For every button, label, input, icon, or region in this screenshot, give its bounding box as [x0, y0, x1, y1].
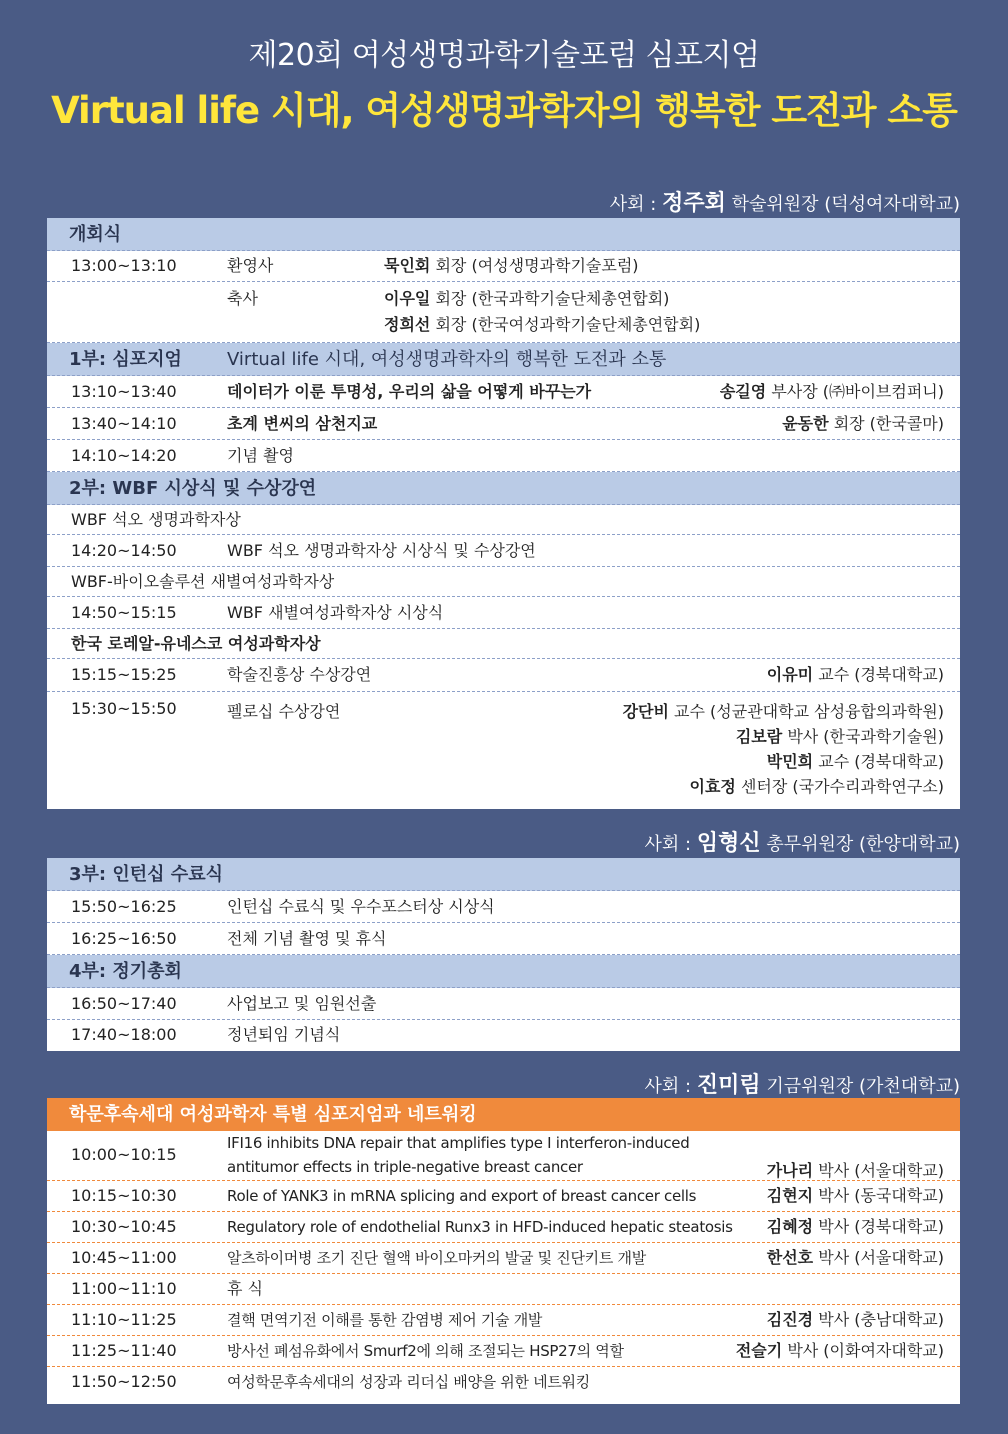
item-cell: 학술진흥상 수상강연 [227, 665, 372, 684]
speaker-cell: 김혜정 박사 (경북대학교) [766, 1217, 944, 1236]
event-subtitle: Virtual life 시대, 여성생명과학자의 행복한 도전과 소통 [51, 89, 957, 132]
moderator-name: 정주회 [662, 191, 726, 216]
item-cell: 사업보고 및 임원선출 [227, 994, 377, 1013]
speaker-cell: 윤동한 회장 (한국콜마) [782, 414, 944, 433]
item-cell: 환영사 [227, 256, 274, 275]
time-cell: 15:30~15:50 [71, 699, 177, 718]
table-row [47, 1274, 960, 1305]
item-cell: 정년퇴임 기념식 [227, 1025, 341, 1044]
moderator-role: 학술위원장 (덕성여자대학교) [731, 194, 960, 215]
item-cell: 기념 촬영 [227, 446, 294, 465]
item-cell: 인턴십 수료식 및 우수포스터상 시상식 [227, 897, 495, 916]
table-row [47, 408, 960, 440]
time-cell: 15:50~16:25 [71, 897, 177, 916]
time-cell: 16:25~16:50 [71, 929, 177, 948]
table-row [47, 376, 960, 408]
moderator-label: 사회 : [609, 194, 657, 215]
item-cell: 축사 [227, 289, 258, 308]
moderator-role: 총무위원장 (한양대학교) [766, 834, 960, 855]
item-cell: 방사선 폐섬유화에서 Smurf2에 의해 조절되는 HSP27의 역할 [227, 1342, 624, 1360]
table-row [47, 988, 960, 1020]
table-row [47, 1020, 960, 1051]
time-cell: 10:00~10:15 [71, 1145, 177, 1164]
section-header-special: 학문후속세대 여성과학자 특별 심포지엄과 네트워킹 [47, 1098, 960, 1131]
item-cell: 알츠하이머병 조기 진단 혈액 바이오마커의 발굴 및 진단키트 개발 [227, 1249, 646, 1267]
time-cell: 16:50~17:40 [71, 994, 177, 1013]
table-row [47, 251, 960, 282]
table-row [47, 923, 960, 955]
table-row [47, 535, 960, 567]
award-row [47, 629, 960, 659]
time-cell: 10:15~10:30 [71, 1186, 177, 1205]
speaker-cell: 강단비 교수 (성균관대학교 삼성융합의과학원) [622, 702, 944, 721]
speaker-cell: 전슬기 박사 (이화여자대학교) [735, 1341, 944, 1360]
program-box-1 [47, 218, 960, 809]
table-row [47, 440, 960, 472]
time-cell: 11:50~12:50 [71, 1372, 177, 1391]
section-title: 1부: 심포지엄 [69, 349, 182, 370]
table-row [47, 1212, 960, 1243]
time-cell: 11:10~11:25 [71, 1310, 177, 1329]
table-row [47, 1243, 960, 1274]
time-cell: 10:30~10:45 [71, 1217, 177, 1236]
speaker-cell: 정희선 회장 (한국여성과학기술단체총연합회) [384, 315, 701, 334]
speaker-cell: 이효정 센터장 (국가수리과학연구소) [689, 777, 944, 796]
item-cell: 휴 식 [227, 1279, 263, 1298]
speaker-cell: 묵인회 회장 (여성생명과학기술포럼) [384, 256, 639, 275]
speaker-cell: 송길영 부사장 (㈜바이브컴퍼니) [719, 382, 944, 401]
time-cell: 14:10~14:20 [71, 446, 177, 465]
table-row [47, 1336, 960, 1367]
item-cell: 데이터가 이룬 투명성, 우리의 삶을 어떻게 바꾸는가 [227, 382, 592, 401]
table-row [47, 692, 960, 802]
moderator-role: 기금위원장 (가천대학교) [766, 1076, 960, 1097]
award-title: WBF-바이오솔루션 새별여성과학자상 [71, 572, 335, 591]
item-cell: 여성학문후속세대의 성장과 리더십 배양을 위한 네트워킹 [227, 1373, 590, 1391]
program-box-3 [47, 1098, 960, 1404]
item-cell: 펠로십 수상강연 [227, 702, 341, 721]
table-row [47, 1181, 960, 1212]
time-cell: 11:00~11:10 [71, 1279, 177, 1298]
award-title: 한국 로레알-유네스코 여성과학자상 [71, 634, 321, 653]
item-cell: antitumor effects in triple-negative breast cancer [227, 1158, 583, 1176]
item-cell: Regulatory role of endothelial Runx3 in HFD-induced hepatic steatosis [227, 1218, 733, 1236]
time-cell: 10:45~11:00 [71, 1248, 177, 1267]
award-row [47, 505, 960, 535]
table-row [47, 891, 960, 923]
moderator-2 [645, 826, 960, 857]
table-row [47, 1305, 960, 1336]
table-row [47, 659, 960, 692]
item-cell: 전체 기념 촬영 및 휴식 [227, 929, 387, 948]
time-cell: 13:40~14:10 [71, 414, 177, 433]
speaker-cell: 김진경 박사 (충남대학교) [766, 1310, 944, 1329]
time-cell: 13:10~13:40 [71, 382, 177, 401]
item-cell: 초계 변씨의 삼천지교 [227, 414, 378, 433]
time-cell: 17:40~18:00 [71, 1025, 177, 1044]
time-cell: 13:00~13:10 [71, 256, 177, 275]
speaker-cell: 김보람 박사 (한국과학기술원) [735, 727, 944, 746]
section-header-part2: 2부: WBF 시상식 및 수상강연 [47, 472, 960, 505]
event-title: 제20회 여성생명과학기술포럼 심포지엄 [248, 38, 760, 73]
section-header-opening: 개회식 [47, 218, 960, 251]
item-cell: WBF 새별여성과학자상 시상식 [227, 603, 444, 622]
time-cell: 15:15~15:25 [71, 665, 177, 684]
program-box-2 [47, 858, 960, 1051]
moderator-label: 사회 : [644, 1076, 692, 1097]
section-theme: Virtual life 시대, 여성생명과학자의 행복한 도전과 소통 [227, 349, 667, 370]
section-header-part1 [47, 343, 960, 376]
speaker-cell: 이유미 교수 (경북대학교) [766, 665, 944, 684]
award-row [47, 567, 960, 597]
speaker-cell: 이우일 회장 (한국과학기술단체총연합회) [384, 289, 670, 308]
speaker-cell: 한선호 박사 (서울대학교) [766, 1248, 944, 1267]
table-row [47, 597, 960, 629]
item-cell: Role of YANK3 in mRNA splicing and export of breast cancer cells [227, 1187, 697, 1205]
item-cell: WBF 석오 생명과학자상 시상식 및 수상강연 [227, 541, 536, 560]
section-header-part3: 3부: 인턴십 수료식 [47, 858, 960, 891]
award-title: WBF 석오 생명과학자상 [71, 510, 241, 529]
time-cell: 11:25~11:40 [71, 1341, 177, 1360]
table-row [47, 282, 960, 343]
time-cell: 14:20~14:50 [71, 541, 177, 560]
moderator-label: 사회 : [644, 834, 692, 855]
moderator-3 [645, 1068, 960, 1099]
moderator-name: 진미림 [696, 1073, 761, 1098]
speaker-cell: 가나리 박사 (서울대학교) [766, 1161, 944, 1180]
speaker-cell: 박민희 교수 (경북대학교) [766, 752, 944, 771]
time-cell: 14:50~15:15 [71, 603, 177, 622]
moderator-name: 임형신 [696, 831, 761, 856]
speaker-cell: 김현지 박사 (동국대학교) [766, 1186, 944, 1205]
item-cell: IFI16 inhibits DNA repair that amplifies type I interferon-induced [227, 1134, 690, 1152]
table-row [47, 1131, 960, 1181]
table-row [47, 1367, 960, 1398]
item-cell: 결핵 면역기전 이해를 통한 감염병 제어 기술 개발 [227, 1311, 543, 1329]
moderator-1 [610, 186, 960, 217]
section-header-part4: 4부: 정기총회 [47, 955, 960, 988]
